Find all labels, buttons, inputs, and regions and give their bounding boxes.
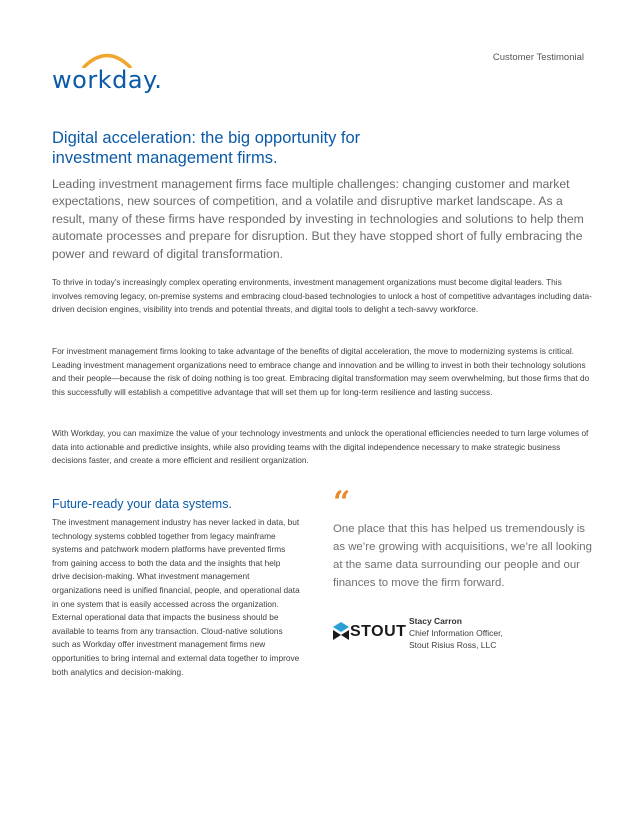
section-heading: Future-ready your data systems. [52,497,232,511]
testimonial-quote: One place that this has helped us tremendously is as we’re growing with acquisitions, we’re all looking at the same data surrounding our people and our finances to move the firm forward. [333,523,592,589]
body-paragraph-1: To thrive in today’s increasingly complex operating environments, investment management organizations must become digital leaders. This involves removing legacy, on-premise systems and embracing cloud-based technologies to unlock a host of competitive advantages including data-driven decision engines, visibility into trends and potential threats, and digital tools to delight a tech-savvy workforce. [52,277,592,315]
lead-paragraph: Leading investment management firms face multiple challenges: changing customer and market expectations, new sources of competition, and a volatile and disruptive market landscape. As a result, many of these firms have responded by investing in technologies and solutions to help them automate processes and prepare for disruption. But they have stopped short of fully embracing the power and reward of digital transformation. [52,177,584,261]
workday-logo [52,50,162,96]
stout-mark-icon [333,622,349,642]
document-type-label: Customer Testimonial [492,52,584,63]
stout-logo [333,622,407,644]
quote-mark-icon: “ [333,485,351,520]
stout-logo-text: STOUT [350,623,407,640]
section-body: The investment management industry has never lacked in data, but technology systems cobbled together from legacy mainframe systems and patchwork modern platforms have prevented firms from gaining access to both the data and the insights that help drive decision-making. What investment management organizations need is unified financial, people, and operational data in one system that is easily accessed across the organization. External operational data that impacts the business should be available to teams from any transaction. Cloud-native solutions such as Workday offer investment management firms new opportunities to bring internal and external data together to improve both analytics and decision-making. [52,517,300,677]
workday-logo-text: workday. [52,66,163,94]
attribution-name: Stacy Carron [409,616,462,626]
attribution-title: Chief Information Officer, [409,628,503,638]
body-paragraph-3: With Workday, you can maximize the value of your technology investments and unlock the operational efficiencies needed to turn large volumes of data into actionable and predictive insights, while also providing teams with the digital independence necessary to make strategic business decisions faster, and create a more efficient and resilient organization. [52,428,589,466]
attribution-company: Stout Risius Ross, LLC [409,640,497,650]
body-paragraph-2: For investment management firms looking to take advantage of the benefits of digital acceleration, the move to modernizing systems is critical. Leading investment management organizations need to embrace change and innovation and be willing to invest in both their technology solutions and their people—because the risk of doing nothing is too great. Embracing digital transformation may seem overwhelming, but those firms that do this successfully will establish a competitive advantage that will set them up for long-term resilience and lasting success. [52,346,590,397]
testimonial-attribution [409,615,503,651]
page-title: Digital acceleration: the big opportunity for investment management firms. [52,129,361,167]
